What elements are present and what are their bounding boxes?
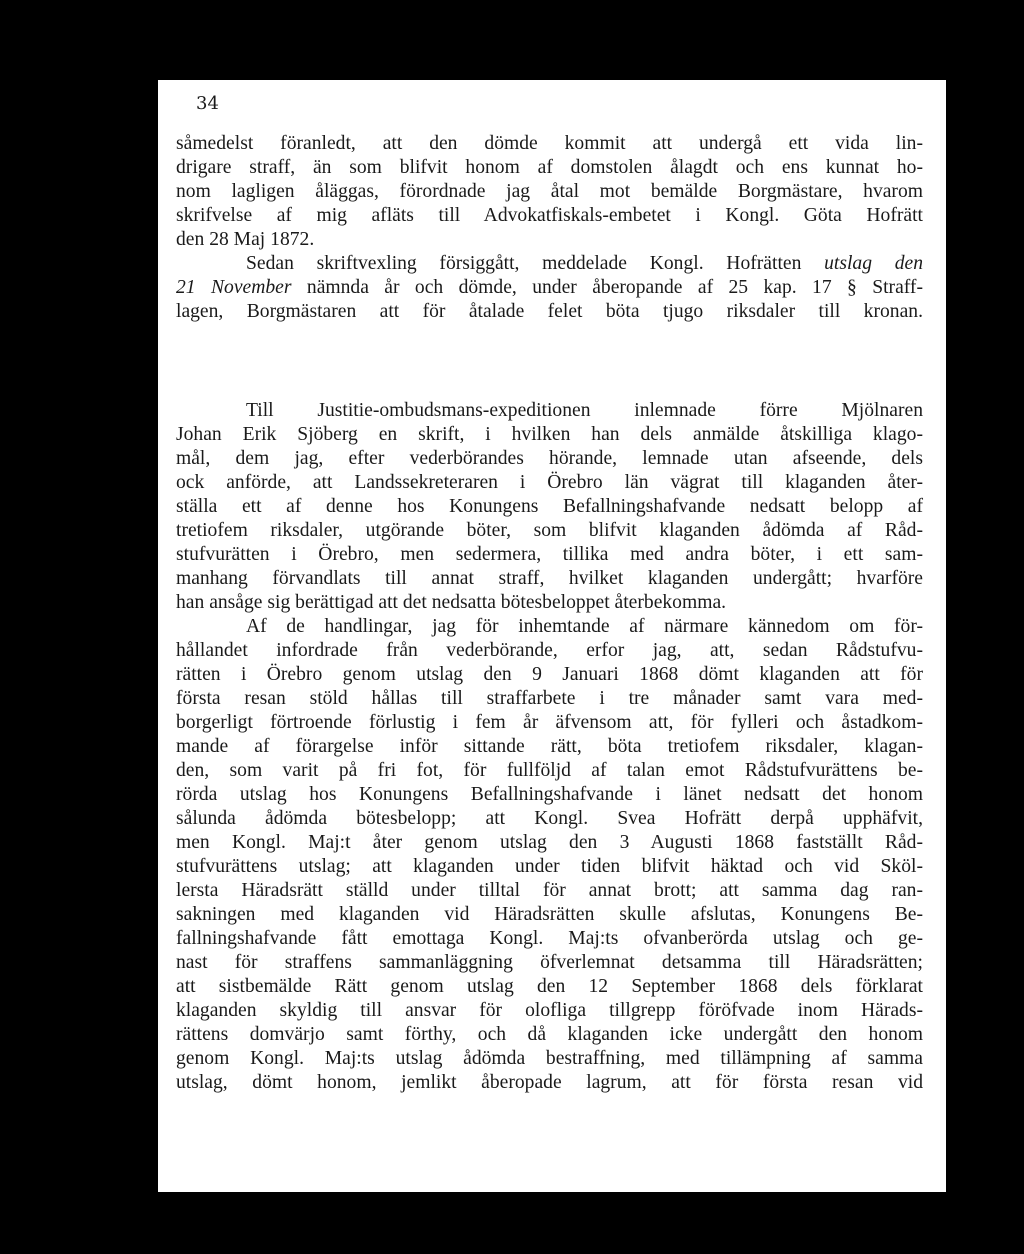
italic-run: 21 November <box>176 277 292 298</box>
text-line: skrifvelse af mig afläts till Advokatfiskals-embetet i Kongl. Göta Hofrätt <box>176 205 923 226</box>
text-line: stufvurättens utslag; att klaganden under tiden blifvit häktad och vid Sköl- <box>176 856 923 877</box>
text-line: lersta Häradsrätt ställd under tilltal för annat brott; att samma dag ran- <box>176 880 923 901</box>
text-line: såmedelst föranledt, att den dömde kommit att undergå ett vida lin- <box>176 133 923 154</box>
text-line: borgerligt förtroende förlustig i fem år äfvensom att, för fylleri och åstadkom- <box>176 712 923 733</box>
text-run: Sedan skriftvexling försiggått, meddelade Kongl. Hofrätten <box>246 253 825 274</box>
text-line: nom lagligen åläggas, förordnade jag åtal mot bemälde Borgmästare, hvarom <box>176 181 923 202</box>
text-line: klaganden skyldig till ansvar för olofliga tillgrepp föröfvade inom Härads- <box>176 1000 923 1021</box>
page-number: 34 <box>196 93 219 114</box>
text-line: tretiofem riksdaler, utgörande böter, som blifvit klaganden ådömda af Råd- <box>176 520 923 541</box>
text-line: lagen, Borgmästaren att för åtalade felet böta tjugo riksdaler till kronan. <box>176 301 923 322</box>
text-line: mande af förargelse inför sittande rätt, böta tretiofem riksdaler, klagan- <box>176 736 923 757</box>
text-line: första resan stöld hållas till straffarbete i tre månader samt vara med- <box>176 688 923 709</box>
text-line: den 28 Maj 1872. <box>176 229 315 250</box>
text-line: men Kongl. Maj:t åter genom utslag den 3 Augusti 1868 fastställt Råd- <box>176 832 923 853</box>
text-line: rörda utslag hos Konungens Befallningshafvande i länet nedsatt det honom <box>176 784 923 805</box>
text-run: nämnda år och dömde, under åberopande af 25 kap. 17 § Straff- <box>291 277 923 298</box>
text-line: Till Justitie-ombudsmans-expeditionen inlemnade förre Mjölnaren <box>246 400 923 421</box>
text-line: att sistbemälde Rätt genom utslag den 12 September 1868 dels förklarat <box>176 976 923 997</box>
text-line: Johan Erik Sjöberg en skrift, i hvilken han dels anmälde åtskilliga klago- <box>176 424 923 445</box>
text-line: Af de handlingar, jag för inhemtande af närmare kännedom om för- <box>246 616 923 637</box>
text-line: den, som varit på fri fot, för fullföljd af talan emot Rådstufvurättens be- <box>176 760 923 781</box>
text-line: utslag, dömt honom, jemlikt åberopade lagrum, att för första resan vid <box>176 1072 923 1093</box>
text-line: sakningen med klaganden vid Häradsrätten skulle afslutas, Konungens Be- <box>176 904 923 925</box>
text-line: ock anförde, att Landssekreteraren i Örebro län vägrat till klaganden åter- <box>176 472 923 493</box>
text-line: mål, dem jag, efter vederbörandes hörande, lemnade utan afseende, dels <box>176 448 923 469</box>
text-line: sålunda ådömda bötesbelopp; att Kongl. Svea Hofrätt derpå upphäfvit, <box>176 808 923 829</box>
text-line: genom Kongl. Maj:ts utslag ådömda bestraffning, med tillämpning af samma <box>176 1048 923 1069</box>
text-line: hållandet infordrade från vederbörande, erfor jag, att, sedan Rådstufvu- <box>176 640 923 661</box>
text-line: fallningshafvande fått emottaga Kongl. Maj:ts ofvanberörda utslag och ge- <box>176 928 923 949</box>
text-line: ställa ett af denne hos Konungens Befallningshafvande nedsatt belopp af <box>176 496 923 517</box>
text-line: nast för straffens sammanläggning öfverlemnat detsamma till Häradsrätten; <box>176 952 923 973</box>
text-line: rättens domvärjo samt förthy, och då klaganden icke undergått den honom <box>176 1024 923 1045</box>
text-line: rätten i Örebro genom utslag den 9 Januari 1868 dömt klaganden att för <box>176 664 923 685</box>
text-line <box>176 276 923 300</box>
italic-run: utslag den <box>824 253 923 274</box>
text-line: han ansåge sig berättigad att det nedsatta bötesbeloppet återbekomma. <box>176 592 727 613</box>
text-line: drigare straff, än som blifvit honom af domstolen ålagdt och ens kunnat ho- <box>176 157 923 178</box>
text-line <box>246 252 923 276</box>
text-line: stufvurätten i Örebro, men sedermera, tillika med andra böter, i ett sam- <box>176 544 923 565</box>
text-line: manhang förvandlats till annat straff, hvilket klaganden undergått; hvarföre <box>176 568 923 589</box>
